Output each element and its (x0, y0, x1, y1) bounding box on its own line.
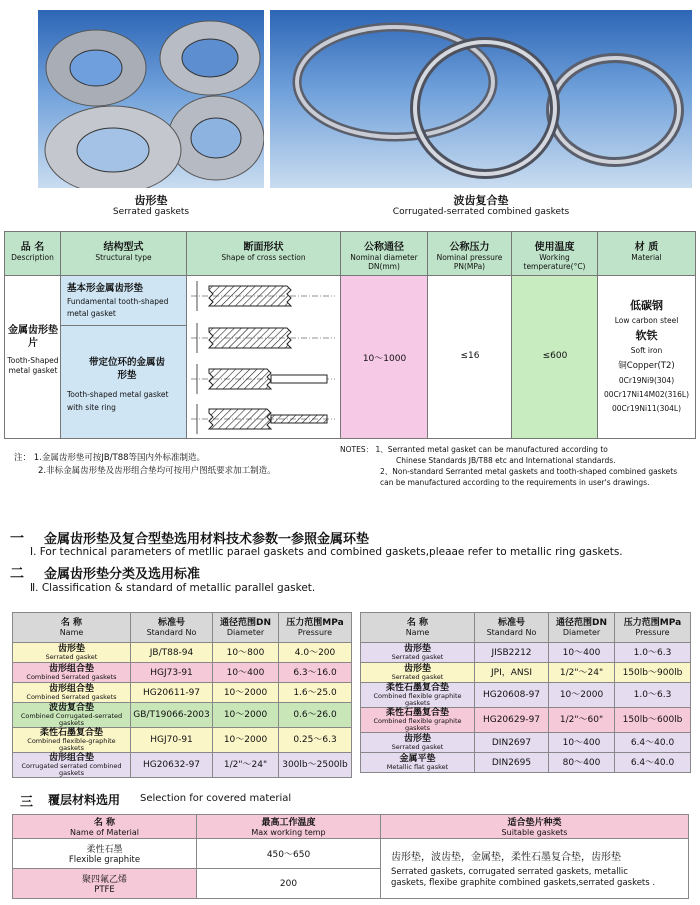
product-name-zh: 金属齿形垫片 (8, 325, 58, 349)
right-table-row (361, 753, 691, 773)
right-row-std: JISB2212 (475, 643, 549, 663)
corrugated-gasket-photo (270, 10, 692, 188)
right-header-diameter: 通径范围DN Diameter (549, 613, 615, 643)
right-row-dn: 10～2000 (549, 683, 615, 708)
cover-header-suitable: 适合垫片种类 Suitable gaskets (381, 815, 689, 839)
right-row-std: JPI，ANSI (475, 663, 549, 683)
cover-row-2-temp: 200 (197, 869, 381, 899)
right-table-row (361, 708, 691, 733)
left-table-header (13, 613, 352, 643)
left-row-pr: 6.3～16.0 (279, 663, 352, 683)
left-table-row (13, 728, 352, 753)
right-header-standard: 标准号 Standard No (475, 613, 549, 643)
right-row-dn: 1/2"～60" (549, 708, 615, 733)
cover-table-header (13, 815, 689, 839)
notes-en-label: NOTES： (340, 445, 374, 454)
notes-zh-item-1: 1.金属齿形垫可按JB/T88等国内外标准制造。 (33, 453, 206, 463)
notes-en-item-2: Chinese Standards JB/T88 etc and International standards. (396, 456, 616, 465)
right-row-name: 齿形垫 Serrated gasket (361, 733, 475, 753)
left-row-dn: 1/2"～24" (213, 753, 279, 778)
section-2-title: 金属齿形垫分类及选用标准 (44, 567, 201, 582)
right-row-dn: 1/2"～24" (549, 663, 615, 683)
product-name-en: Tooth-Shaped metal gasket (7, 356, 59, 375)
cover-suitable-en-2: gaskets, flexibe graphite combined gaskets,serrated gaskets . (391, 877, 656, 888)
left-header-standard: 标准号 Standard No (131, 613, 213, 643)
right-table-header (361, 613, 691, 643)
right-table-row (361, 733, 691, 753)
notes-zh-item-2: 2.非标金属齿形垫及齿形组合垫均可按用户图纸要求加工制造。 (38, 466, 276, 476)
left-header-pressure: 压力范围MPa Pressure (279, 613, 352, 643)
pn-value: ≤16 (460, 351, 480, 361)
header-working-temp: 使用温度 Working temperature(°C) (512, 232, 598, 276)
right-photo-caption-en: Corrugated-serrated combined gaskets (392, 207, 570, 217)
material-item: 00Cr17Ni14M02(316L) (603, 390, 689, 399)
type2-zh: 带定位环的金属齿形垫 (88, 357, 165, 381)
right-header-name: 名 称 Name (361, 613, 475, 643)
cross-section-cell (187, 276, 341, 438)
left-row-dn: 10～2000 (213, 703, 279, 728)
notes-en-item-4: can be manufactured according to the requirements in user's drawings. (380, 478, 650, 487)
left-row-name: 柔性石墨复合垫 Combined flexible-graphite gaskets (13, 728, 131, 753)
cross-section-diagrams (187, 276, 341, 438)
type2-en: Tooth-shaped metal gasket with site ring (67, 390, 169, 412)
right-row-dn: 10～400 (549, 733, 615, 753)
left-row-std: HGJ70-91 (131, 728, 213, 753)
right-row-pr: 150lb～600lb (615, 708, 691, 733)
section-1-num: 一 (10, 531, 24, 547)
right-row-name: 齿形垫 Serrated gasket (361, 643, 475, 663)
right-classification-table (360, 612, 691, 773)
temp-value: ≤600 (542, 351, 568, 361)
temp-cell (512, 276, 598, 438)
cover-suitable-en-1: Serrated gaskets, corrugated serrated gaskets, metallic (391, 866, 628, 877)
material-item: Soft iron (630, 346, 663, 355)
cover-header-temp: 最高工作温度 Max working temp (197, 815, 381, 839)
left-table-row (13, 663, 352, 683)
pn-cell (428, 276, 512, 438)
section-3-num: 三 (20, 795, 34, 810)
header-material: 材 质 Material (631, 242, 662, 262)
notes-en-item-3: 2、Non-standard Serranted metal gaskets and tooth-shaped combined gaskets (380, 467, 678, 476)
notes-en-item-1: 1、Serranted metal gasket can be manufactured according to (375, 445, 608, 454)
right-row-pr: 6.4～40.0 (615, 753, 691, 773)
left-row-pr: 300lb～2500lb (279, 753, 352, 778)
left-row-std: HG20611-97 (131, 683, 213, 703)
right-row-pr: 6.4～40.0 (615, 733, 691, 753)
cross-section-1 (191, 281, 335, 311)
header-cross-section: 断面形状 Shape of cross section (187, 232, 341, 276)
left-table-row (13, 703, 352, 728)
left-row-std: HGJ73-91 (131, 663, 213, 683)
notes-en (340, 444, 696, 488)
left-row-pr: 0.25～6.3 (279, 728, 352, 753)
cover-suitable-zh: 齿形垫，波齿垫，金属垫，柔性石墨复合垫，齿形垫 (391, 851, 621, 863)
left-classification-table (12, 612, 352, 778)
left-row-std: JB/T88-94 (131, 643, 213, 663)
material-item: 铜Copper(T2) (618, 361, 675, 371)
section-2-title-en: Ⅱ. Classification & standard of metallic parallel gasket. (30, 582, 316, 594)
right-row-std: HG20629-97 (475, 708, 549, 733)
left-row-name: 齿形垫 Serrated gasket (13, 643, 131, 663)
right-table-row (361, 683, 691, 708)
notes-zh-label: 注： (14, 453, 32, 463)
left-row-dn: 10～800 (213, 643, 279, 663)
left-row-name: 齿形组合垫 Corrugated serrated combined gaskets (13, 753, 131, 778)
right-row-std: DIN2695 (475, 753, 549, 773)
left-photo-caption-zh: 齿形垫 (134, 194, 168, 207)
cross-section-3 (191, 364, 335, 394)
left-table-row (13, 753, 352, 778)
section-1-title-en: Ⅰ. For technical parameters of metllic parael gaskets and combined gaskets,pleaae refer to metallic ring gaskets. (30, 546, 623, 558)
cover-row-1 (13, 839, 689, 869)
left-row-std: GB/T19066-2003 (131, 703, 213, 728)
right-row-pr: 1.0～6.3 (615, 683, 691, 708)
type1-zh: 基本形金属齿形垫 (67, 283, 144, 294)
section-1-title: 金属齿形垫及复合型垫选用材料技术参数一参照金属环垫 (44, 532, 370, 547)
right-photo-caption-zh: 波齿复合垫 (453, 194, 509, 207)
cover-header-name: 名 称 Name of Material (13, 815, 197, 839)
material-item: 00Cr19Ni11(304L) (612, 404, 681, 413)
spec-table (4, 231, 696, 439)
cross-section-4 (191, 404, 335, 434)
right-row-dn: 80～400 (549, 753, 615, 773)
right-row-name: 齿形垫 Serrated gasket (361, 663, 475, 683)
right-table-row (361, 643, 691, 663)
dn-cell (341, 276, 428, 438)
type2-cell (61, 326, 187, 438)
header-nominal-pressure: 公称压力 Nominal pressure PN(MPa) (428, 232, 512, 276)
type1-en: Fundamental tooth-shaped metal gasket (67, 297, 169, 318)
type1-cell (61, 276, 187, 326)
left-row-dn: 10～2000 (213, 683, 279, 703)
right-row-dn: 10～400 (549, 643, 615, 663)
header-nominal-diameter: 公称通径 Nominal diameter DN(mm) (341, 232, 428, 276)
right-row-pr: 1.0～6.3 (615, 643, 691, 663)
cover-row-1-temp: 450～650 (197, 839, 381, 869)
left-row-name: 波齿复合垫 Combined Corrugated-serrated gaskets (13, 703, 131, 728)
header-description: 品 名 Description (5, 232, 61, 276)
material-item: Low carbon steel (614, 316, 679, 325)
left-header-name: 名 称 Name (13, 613, 131, 643)
material-list (598, 298, 695, 416)
right-row-name: 柔性石墨复合垫 Combined flexible graphite gaskets (361, 708, 475, 733)
left-photo-caption-en: Serrated gaskets (112, 207, 190, 217)
left-header-diameter: 通径范围DN Diameter (213, 613, 279, 643)
header-structural-type: 结构型式 Structural type (61, 232, 187, 276)
right-header-pressure: 压力范围MPa Pressure (615, 613, 691, 643)
material-item: 低碳钢 (630, 299, 663, 312)
left-row-pr: 0.6～26.0 (279, 703, 352, 728)
left-row-pr: 1.6～25.0 (279, 683, 352, 703)
dn-value: 10～1000 (362, 354, 407, 364)
left-row-pr: 4.0～200 (279, 643, 352, 663)
left-table-row (13, 683, 352, 703)
section-2-num: 二 (10, 566, 24, 582)
left-row-name: 齿形组合垫 Combined Serrated gaskets (13, 683, 131, 703)
left-row-dn: 10～2000 (213, 728, 279, 753)
right-table-row (361, 663, 691, 683)
left-row-name: 齿形组合垫 Combined Serrated gaskets (13, 663, 131, 683)
right-row-std: HG20608-97 (475, 683, 549, 708)
material-cell (598, 276, 695, 438)
right-row-name: 柔性石墨复合垫 Combined flexible graphite gaskets (361, 683, 475, 708)
cover-row-2-name: 聚四氟乙烯 PTFE (13, 869, 197, 899)
section-3-title: 覆层材料选用 (48, 793, 121, 807)
left-table-row (13, 643, 352, 663)
notes-zh (14, 452, 334, 478)
serrated-gasket-photo (38, 10, 264, 188)
right-row-pr: 150lb～900lb (615, 663, 691, 683)
left-row-dn: 10～400 (213, 663, 279, 683)
right-row-name: 金属平垫 Metallic flat gasket (361, 753, 475, 773)
cover-suitable-cell (381, 839, 689, 899)
spec-table-header (5, 232, 695, 276)
cover-row-1-name: 柔性石墨 Flexible graphite (13, 839, 197, 869)
section-3-title-en: Selection for covered material (140, 793, 292, 804)
cross-section-2 (191, 323, 335, 353)
left-row-std: HG20632-97 (131, 753, 213, 778)
material-item: 软铁 (635, 329, 658, 342)
material-item: 0Cr19Ni9(304) (618, 376, 675, 385)
product-cell (5, 276, 61, 438)
right-row-std: DIN2697 (475, 733, 549, 753)
cover-material-table (12, 814, 689, 899)
